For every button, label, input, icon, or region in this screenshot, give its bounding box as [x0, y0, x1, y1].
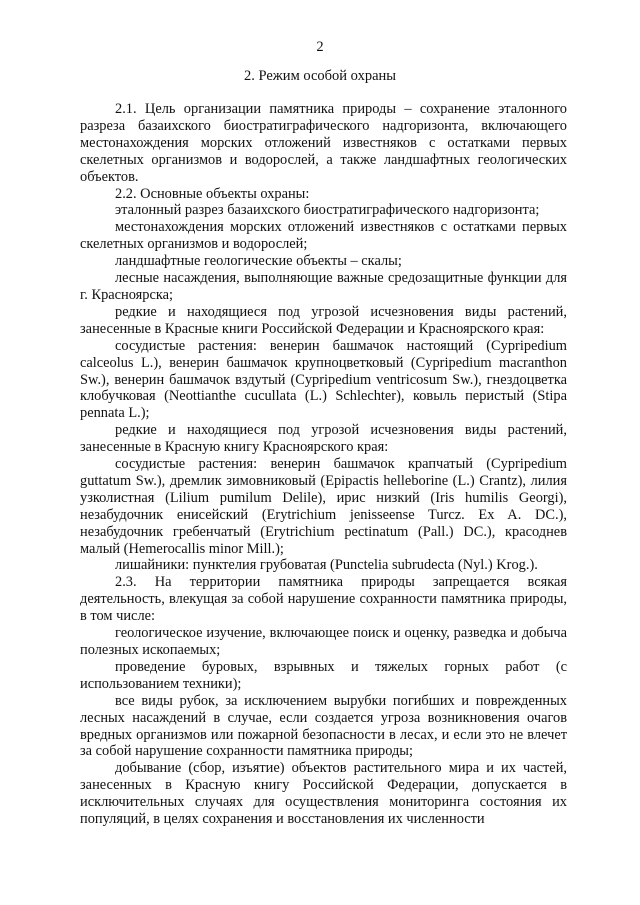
list-item-marine-deposits: местонахождения морских отложений известняков с остатками первых скелетных организмов и водорослей; [80, 219, 567, 253]
paragraph-2-2-heading: 2.2. Основные объекты охраны: [115, 185, 310, 202]
list-item-lichens: лишайники: пунктелия грубоватая (Punctelia subrudecta (Nyl.) Krog.). [115, 557, 538, 574]
list-item-logging: все виды рубок, за исключением вырубки погибших и поврежденных лесных насаждений в случае, если создается угроза возникновения очагов вредных организмов или пожарной безопасности в лесах, и если это не влечет за собой нарушение сохранности памятника природы; [80, 692, 567, 760]
paragraph-2-3-prohibitions: 2.3. На территории памятника природы запрещается всякая деятельность, влекущая за собой нарушение сохранности памятника природы, в том числе: [80, 574, 567, 625]
document-body [80, 101, 567, 828]
section-title: 2. Режим особой охраны [243, 68, 397, 84]
list-item-forest-stands: лесные насаждения, выполняющие важные средозащитные функции для г. Красноярска; [80, 270, 567, 303]
list-item-rare-plants-regional: редкие и находящиеся под угрозой исчезновения виды растений, занесенные в Красную книгу Красноярского края: [80, 422, 567, 456]
list-item-geological-study: геологическое изучение, включающее поиск и оценку, разведка и добыча полезных ископаемых; [80, 625, 567, 658]
list-item-reference-section: эталонный разрез базаихского биостратиграфического надгоризонта; [115, 202, 540, 219]
page-number: 2 [316, 39, 324, 55]
list-item-drilling-works: проведение буровых, взрывных и тяжелых горных работ (с использованием техники); [80, 658, 567, 692]
list-item-plant-collection: добывание (сбор, изъятие) объектов растительного мира и их частей, занесенных в Красную книгу Российской Федерации, допускается в исключительных случаях для осуществления мониторинга состояния их популяций, в целях сохранения и восстановления их численности [80, 760, 567, 828]
list-item-vascular-plants-regional: сосудистые растения: венерин башмачок крапчатый (Cypripedium guttatum Sw.), дремлик зимовниковый (Epipactis helleborine (L.) Crantz), лилия узколистная (Lilium pumilum Delile), ирис низкий (Iris humilis Georgi), незабудочник енисейский (Erytrichium jenisseense Turcz. Ex A. DC.), незабудочник гребенчатый (Erytrichium pectinatum (Pall.) DC.), красоднев малый (Hemerocallis minor Mill.); [80, 456, 567, 557]
paragraph-2-1-goal: 2.1. Цель организации памятника природы – сохранение эталонного разреза базаихского биостратиграфического надгоризонта, включающего местонахождения морских отложений известняков с остатками первых скелетных организмов и водорослей, а также ландшафтных геологических объектов. [80, 101, 567, 185]
list-item-vascular-plants-federal: сосудистые растения: венерин башмачок настоящий (Cypripedium calceolus L.), венерин башмачок крупноцветковый (Cypripedium macranthon Sw.), венерин башмачок вздутый (Cypripedium ventricosum Sw.), гнездоцветка клобучковая (Neottianthe cucullata (L.) Schlechter), ковыль перистый (Stipa pennata L.); [80, 337, 567, 422]
list-item-landscape-objects: ландшафтные геологические объекты – скалы; [115, 253, 402, 270]
list-item-rare-plants-federal: редкие и находящиеся под угрозой исчезновения виды растений, занесенные в Красные книги Российской Федерации и Красноярского края: [80, 303, 567, 337]
